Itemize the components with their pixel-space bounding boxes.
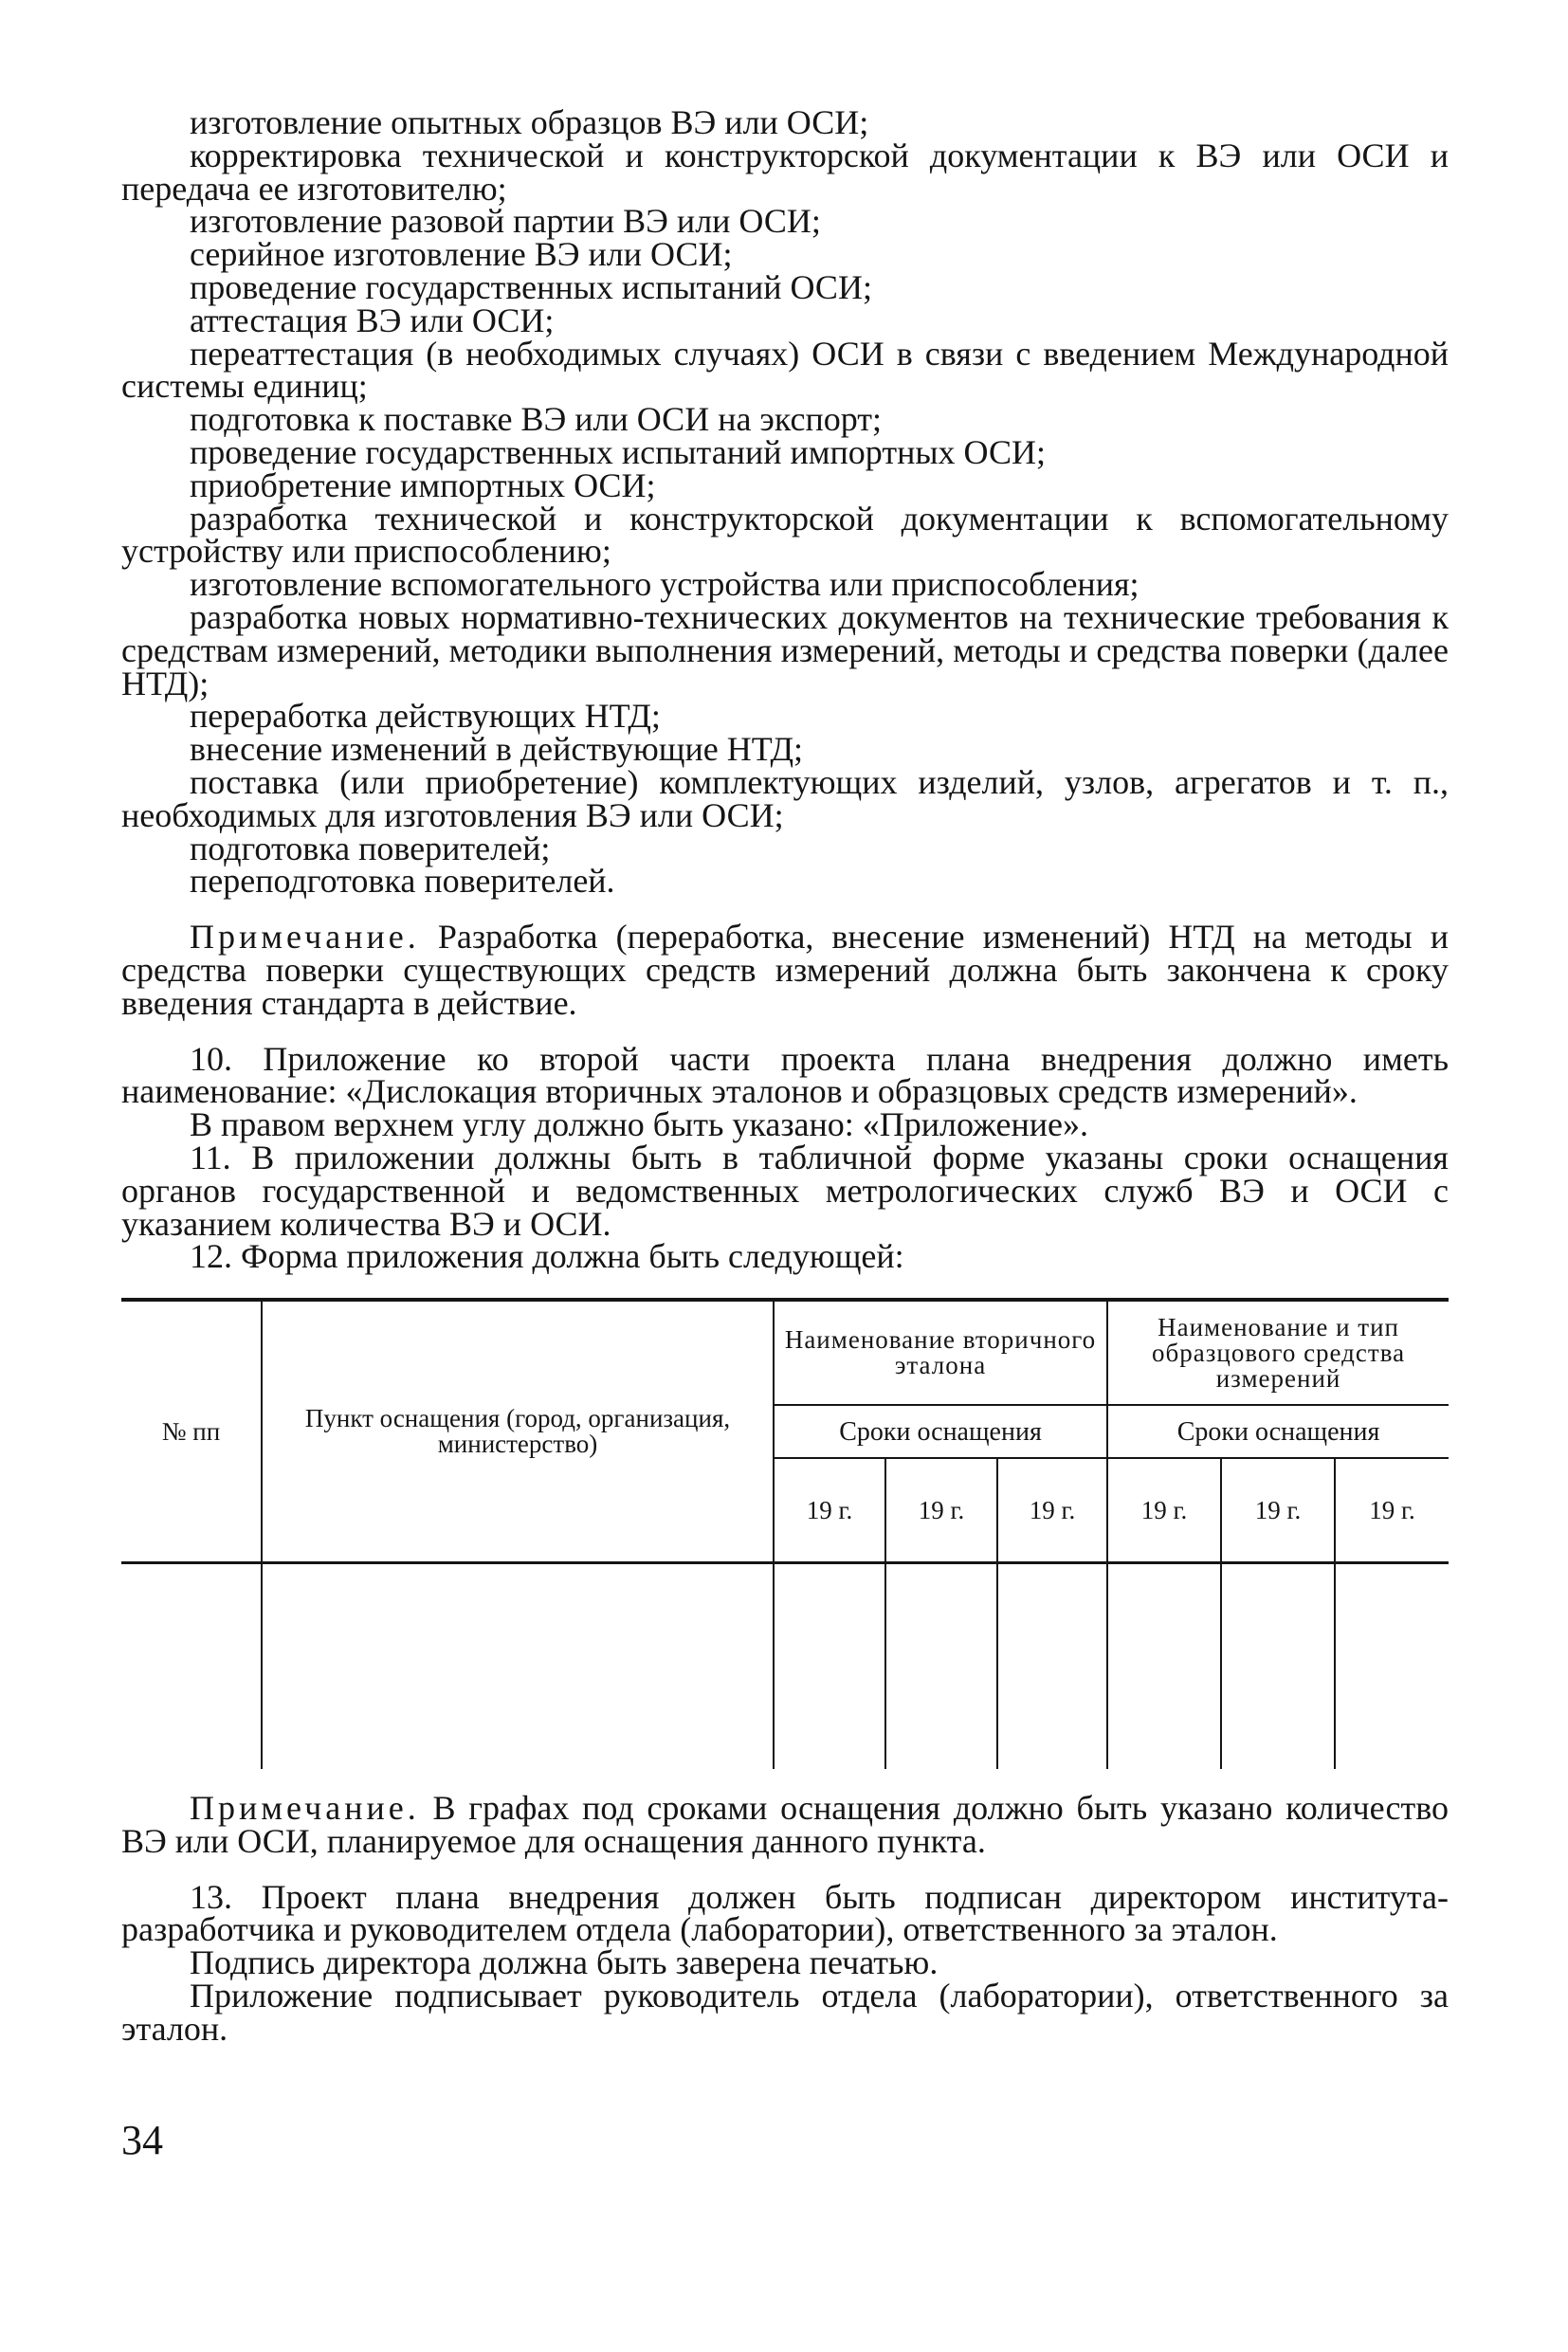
note-label: Примечание. bbox=[190, 918, 420, 957]
list-item: переаттестация (в необходимых случаях) ОСИ в связи с введением Международной системы единиц; bbox=[121, 334, 1449, 406]
document-page bbox=[121, 103, 1449, 2048]
list-item: внесение изменений в действующие НТД; bbox=[190, 730, 803, 769]
year-cell: 19 г. bbox=[997, 1458, 1107, 1563]
note-text: В графах под сроками оснащения должно быть указано количество ВЭ или ОСИ, планируемое для оснащения данного пункта. bbox=[121, 1789, 1449, 1860]
note-paragraph bbox=[121, 1789, 1449, 1860]
empty-cell bbox=[262, 1563, 774, 1770]
list-item: изготовление опытных образцов ВЭ или ОСИ; bbox=[190, 103, 869, 141]
list-item: переработка действующих НТД; bbox=[190, 697, 661, 736]
group-header-reference-instrument: Наименование и тип образцового средства измерений bbox=[1107, 1300, 1449, 1405]
section-13-seal: Подпись директора должна быть заверена печатью. bbox=[190, 1943, 939, 1982]
list-item: подготовка поверителей; bbox=[190, 829, 551, 867]
empty-cell bbox=[997, 1563, 1107, 1770]
empty-cell bbox=[1221, 1563, 1335, 1770]
section-11: 11. В приложении должны быть в табличной форме указаны сроки оснащения органов государственной и ведомственных метрологических служб ВЭ и ОСИ с указанием количества ВЭ и ОСИ. bbox=[121, 1138, 1449, 1243]
list-item: приобретение импортных ОСИ; bbox=[190, 465, 656, 504]
year-cell: 19 г. bbox=[774, 1458, 885, 1563]
section-10-corner: В правом верхнем углу должно быть указано: «Приложение». bbox=[190, 1105, 1089, 1144]
table-row bbox=[121, 1563, 1449, 1770]
year-cell: 19 г. bbox=[885, 1458, 997, 1563]
year-cell: 19 г. bbox=[1107, 1458, 1221, 1563]
measures-list bbox=[121, 103, 1449, 901]
empty-cell bbox=[1335, 1563, 1449, 1770]
group-header-secondary-standard: Наименование вторичного эталона bbox=[774, 1300, 1107, 1405]
note-label: Примечание. bbox=[190, 1789, 420, 1828]
list-item: проведение государственных испытаний импортных ОСИ; bbox=[190, 432, 1046, 471]
list-item: изготовление вспомогательного устройства или приспособления; bbox=[190, 565, 1140, 604]
list-item: разработка технической и конструкторской документации к вспомогательному устройству или приспособлению; bbox=[121, 499, 1449, 571]
list-item: серийное изготовление ВЭ или ОСИ; bbox=[190, 235, 733, 274]
empty-cell bbox=[121, 1563, 262, 1770]
appendix-form-table bbox=[121, 1298, 1449, 1769]
section-13-appendix: Приложение подписывает руководитель отдела (лаборатории), ответственного за эталон. bbox=[121, 1977, 1449, 2048]
list-item: поставка (или приобретение) комплектующих изделий, узлов, агрегатов и т. п., необходимых для изготовления ВЭ или ОСИ; bbox=[121, 762, 1449, 834]
terms-header: Сроки оснащения bbox=[1107, 1405, 1449, 1458]
section-10: 10. Приложение ко второй части проекта плана внедрения должно иметь наименование: «Дислокация вторичных эталонов и образцовых средств измерений». bbox=[121, 1039, 1449, 1111]
list-item: подготовка к поставке ВЭ или ОСИ на экспорт; bbox=[190, 400, 882, 439]
list-item: корректировка технической и конструкторской документации к ВЭ или ОСИ и передача ее изготовителю; bbox=[121, 136, 1449, 208]
year-cell: 19 г. bbox=[1335, 1458, 1449, 1563]
list-item: разработка новых нормативно-технических документов на технические требования к средствам измерений, методики выполнения измерений, методы и средства поверки (далее НТД); bbox=[121, 597, 1449, 702]
empty-cell bbox=[774, 1563, 885, 1770]
year-cell: 19 г. bbox=[1221, 1458, 1335, 1563]
list-item: переподготовка поверителей. bbox=[190, 862, 615, 901]
section-12: 12. Форма приложения должна быть следующей: bbox=[190, 1237, 904, 1276]
column-header-point: Пункт оснащения (город, организация, министерство) bbox=[262, 1300, 774, 1563]
note-paragraph bbox=[121, 918, 1449, 1022]
terms-header: Сроки оснащения bbox=[774, 1405, 1107, 1458]
column-header-number: № пп bbox=[121, 1300, 262, 1563]
page-number: 34 bbox=[121, 2117, 163, 2163]
list-item: изготовление разовой партии ВЭ или ОСИ; bbox=[190, 202, 821, 241]
list-item: проведение государственных испытаний ОСИ; bbox=[190, 267, 872, 306]
empty-cell bbox=[1107, 1563, 1221, 1770]
empty-cell bbox=[885, 1563, 997, 1770]
section-13: 13. Проект плана внедрения должен быть подписан директором института-разработчика и руководителем отдела (лаборатории), ответственного за эталон. bbox=[121, 1877, 1449, 1949]
list-item: аттестация ВЭ или ОСИ; bbox=[190, 301, 555, 339]
note-text: Разработка (переработка, внесение изменений) НТД на методы и средства поверки существующих средств измерений должна быть закончена к сроку введения стандарта в действие. bbox=[121, 918, 1449, 1022]
